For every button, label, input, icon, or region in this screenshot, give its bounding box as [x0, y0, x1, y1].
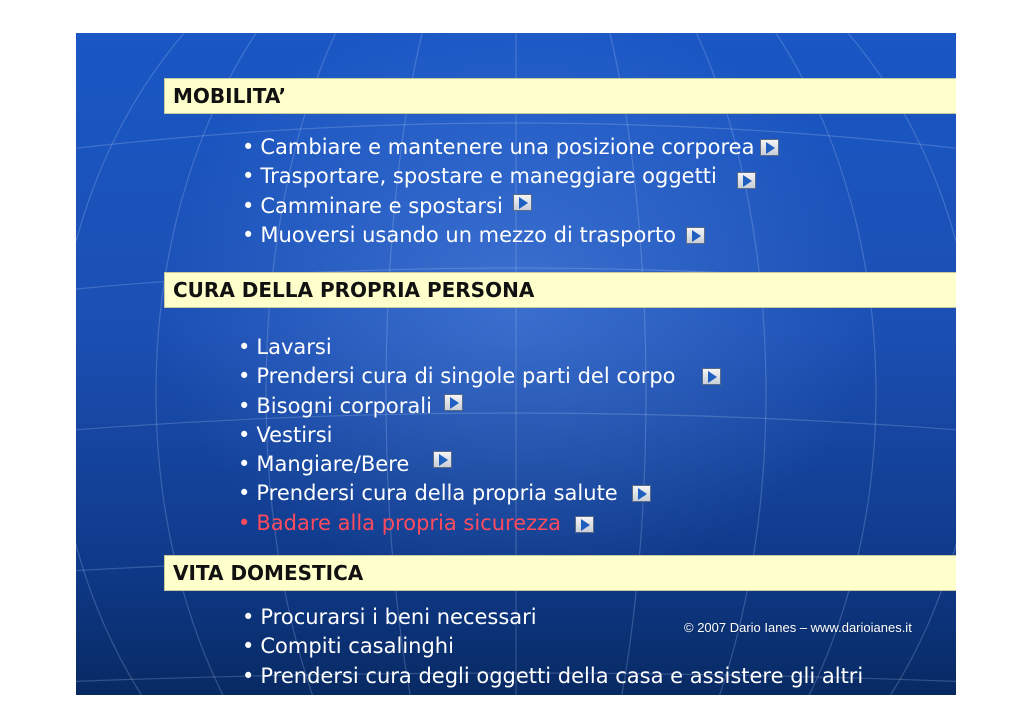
- bullet: •: [242, 193, 255, 218]
- item-text: Bisogni corporali: [256, 393, 432, 418]
- slide: [76, 33, 956, 695]
- list-item: [238, 450, 721, 479]
- section-header-vita: [164, 555, 956, 591]
- section-header-mobilita: [164, 78, 956, 114]
- bullet: •: [242, 135, 255, 159]
- item-text: Vestirsi: [256, 422, 333, 447]
- bullet: •: [238, 452, 251, 477]
- play-arrow-icon[interactable]: [760, 139, 779, 156]
- item-text: Muoversi usando un mezzo di trasporto: [260, 222, 677, 247]
- item-text: Lavarsi: [256, 335, 332, 359]
- section-title-mobilita: MOBILITA’: [173, 84, 287, 108]
- copyright-notice: © 2007 Dario Ianes – www.darioianes.it: [684, 620, 912, 635]
- item-text: Cambiare e mantenere una posizione corporea: [260, 135, 755, 159]
- bullet: •: [238, 335, 251, 359]
- item-text: Trasportare, spostare e maneggiare oggetti: [260, 164, 717, 189]
- list-item-highlighted: [238, 509, 721, 538]
- item-text: Prendersi cura di singole parti del corpo: [256, 364, 676, 389]
- item-text: Procurarsi i beni necessari: [260, 605, 537, 629]
- list-item: [242, 662, 863, 691]
- section-title-cura: CURA DELLA PROPRIA PERSONA: [173, 278, 535, 302]
- list-item: [238, 479, 721, 508]
- bullet: •: [242, 663, 255, 688]
- bullet: •: [242, 164, 255, 189]
- play-arrow-icon[interactable]: [737, 172, 756, 189]
- list-item: [242, 632, 863, 661]
- list-item: [242, 162, 779, 191]
- play-arrow-icon[interactable]: [513, 194, 532, 211]
- play-arrow-icon[interactable]: [686, 227, 705, 244]
- list-cura: [238, 333, 721, 538]
- list-mobilita: [242, 133, 779, 250]
- list-item: [238, 333, 721, 362]
- list-item: [242, 221, 779, 250]
- play-arrow-icon[interactable]: [702, 368, 721, 385]
- play-arrow-icon[interactable]: [575, 516, 594, 533]
- item-text: Badare alla propria sicurezza: [256, 510, 562, 535]
- list-item: [242, 192, 779, 221]
- play-arrow-icon[interactable]: [632, 485, 651, 502]
- section-header-cura: [164, 272, 956, 308]
- bullet: •: [242, 634, 255, 659]
- item-text: Prendersi cura della propria salute: [256, 481, 618, 506]
- bullet: •: [242, 222, 255, 247]
- item-text: Prendersi cura degli oggetti della casa e assistere gli altri: [260, 663, 864, 688]
- list-item: [238, 392, 721, 421]
- list-item: [242, 133, 779, 162]
- bullet: •: [238, 422, 251, 447]
- bullet: •: [238, 481, 251, 506]
- item-text: Compiti casalinghi: [260, 634, 454, 659]
- bullet: •: [242, 605, 255, 629]
- bullet: •: [238, 510, 251, 535]
- list-item: [238, 421, 721, 450]
- item-text: Camminare e spostarsi: [260, 193, 503, 218]
- section-title-vita: VITA DOMESTICA: [173, 561, 364, 585]
- bullet: •: [238, 393, 251, 418]
- play-arrow-icon[interactable]: [444, 394, 463, 411]
- bullet: •: [238, 364, 251, 389]
- list-item: [238, 362, 721, 391]
- list-vita: [242, 603, 863, 691]
- play-arrow-icon[interactable]: [433, 451, 452, 468]
- item-text: Mangiare/Bere: [256, 452, 410, 477]
